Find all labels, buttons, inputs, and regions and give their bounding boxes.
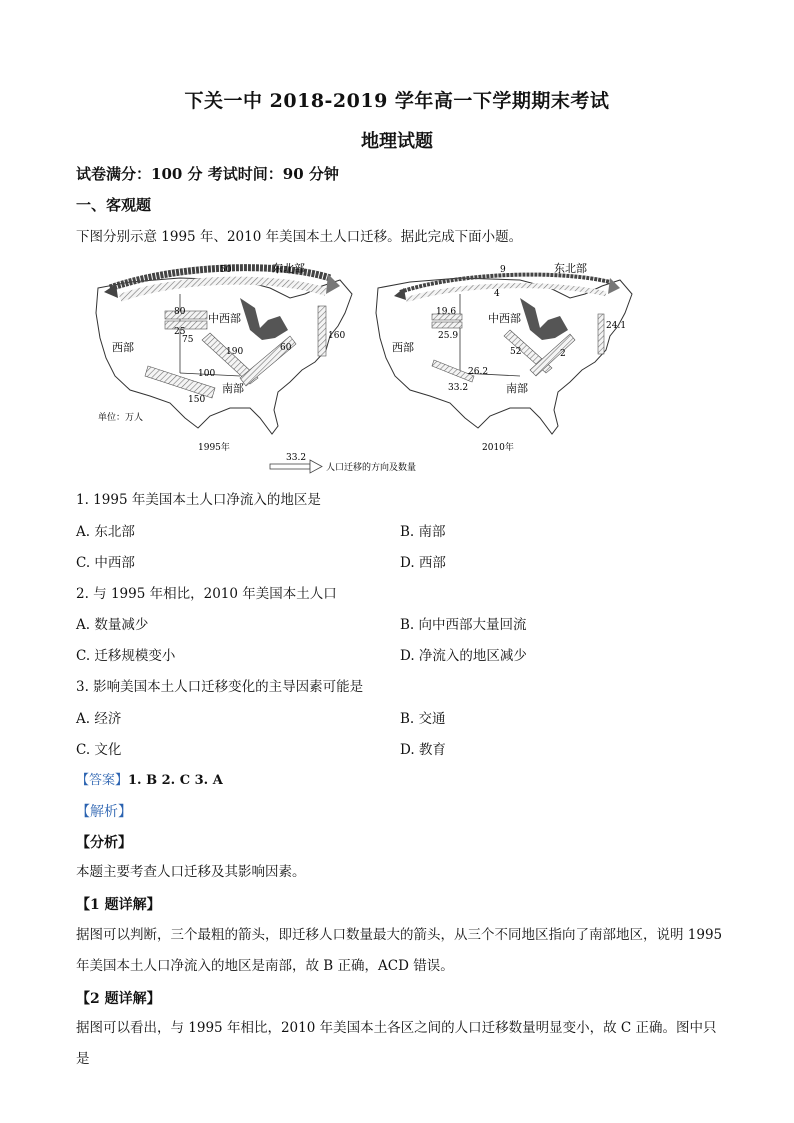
analysis-label: 【解析】 xyxy=(76,804,132,820)
q3-option-d: D. 教育 xyxy=(400,742,446,758)
q2-option-b: B. 向中西部大量回流 xyxy=(400,617,527,633)
answer-label: 【答案】 xyxy=(76,773,129,788)
label-midwest-1995: 中西部 xyxy=(208,312,241,325)
flow-value: 2 xyxy=(560,349,566,359)
question-intro: 下图分别示意 1995 年、2010 年美国本土人口迁移。据此完成下面小题。 xyxy=(76,229,523,245)
legend-label: 人口迁移的方向及数量 xyxy=(326,463,417,473)
flow-value: 25 xyxy=(174,327,186,337)
flow-value: 60 xyxy=(280,343,292,353)
q3-option-c: C. 文化 xyxy=(76,742,122,758)
question-1-stem: 1. 1995 年美国本土人口净流入的地区是 xyxy=(76,492,321,508)
q1-detail-line-1: 据图可以判断，三个最粗的箭头，即迁移人口数量最大的箭头，从三个不同地区指向了南部地区，说明 1995 xyxy=(76,927,723,943)
question-2-stem: 2. 与 1995 年相比，2010 年美国本土人口 xyxy=(76,586,337,602)
label-midwest-2010: 中西部 xyxy=(488,312,521,325)
q2-option-a: A. 数量减少 xyxy=(76,617,149,633)
us-outline-2010 xyxy=(376,278,632,434)
exam-subtitle: 地理试题 xyxy=(361,131,433,152)
label-south-1995: 南部 xyxy=(222,382,244,395)
question-3-stem: 3. 影响美国本土人口迁移变化的主导因素可能是 xyxy=(76,679,364,695)
great-lakes-2010 xyxy=(520,298,568,340)
flow-value: 160 xyxy=(328,331,346,341)
map-year-2010: 2010年 xyxy=(482,443,514,453)
flow-value: 26.2 xyxy=(468,367,489,377)
q1-option-c: C. 中西部 xyxy=(76,555,135,571)
legend-value: 33.2 xyxy=(286,453,307,463)
q2-detail-line-1: 据图可以看出，与 1995 年相比，2010 年美国本土各区之间的人口迁移数量明显变小，故 C 正确。图中只是 xyxy=(76,1020,717,1067)
map-legend xyxy=(270,453,416,473)
q1-detail-label: 【1 题详解】 xyxy=(76,897,161,913)
q1-detail-line-2: 年美国本土人口净流入的地区是南部，故 B 正确，ACD 错误。 xyxy=(76,958,454,974)
flow-value: 25.9 xyxy=(438,331,459,341)
flow-value: 24.1 xyxy=(606,321,627,331)
flow-value: 33.2 xyxy=(448,383,469,393)
flow-value: 150 xyxy=(188,395,206,405)
exam-meta: 试卷满分：100 分 考试时间：90 分钟 xyxy=(76,165,339,183)
flow-value: 100 xyxy=(198,369,216,379)
flow-value: 80 xyxy=(174,307,186,317)
q1-option-b: B. 南部 xyxy=(400,524,446,540)
map-1995 xyxy=(96,262,352,453)
answer-line xyxy=(76,769,223,788)
q2-detail-label: 【2 题详解】 xyxy=(76,991,161,1007)
great-lakes-1995 xyxy=(240,298,288,340)
section-title: 一、客观题 xyxy=(76,196,152,214)
q2-option-c: C. 迁移规模变小 xyxy=(76,648,176,664)
exam-title: 下关一中 2018-2019 学年高一下学期期末考试 xyxy=(184,90,610,112)
flow-value: 9 xyxy=(500,265,506,275)
q1-option-d: D. 西部 xyxy=(400,555,446,571)
q3-option-a: A. 经济 xyxy=(76,711,122,727)
label-east-2010: 东北部 xyxy=(554,262,587,275)
flow-value: 75 xyxy=(182,335,194,345)
flow-value: 50 xyxy=(220,265,232,275)
flow-value: 19.6 xyxy=(436,307,457,317)
fenxi-label: 【分析】 xyxy=(76,835,132,851)
map-year-1995: 1995年 xyxy=(198,443,230,453)
q1-option-a: A. 东北部 xyxy=(76,524,135,540)
fenxi-text: 本题主要考查人口迁移及其影响因素。 xyxy=(76,864,306,880)
label-south-2010: 南部 xyxy=(506,382,528,395)
q3-option-b: B. 交通 xyxy=(400,711,446,727)
label-west-2010: 西部 xyxy=(392,341,414,354)
answer-text: 1. B 2. C 3. A xyxy=(128,773,223,788)
label-west-1995: 西部 xyxy=(112,341,134,354)
migration-maps-figure xyxy=(90,258,650,480)
map-unit: 单位：万人 xyxy=(98,413,144,423)
flow-value: 190 xyxy=(226,347,244,357)
flow-value: 52 xyxy=(510,347,522,357)
map-2010 xyxy=(376,262,632,453)
flow-value: 4 xyxy=(494,289,500,299)
label-east-1995: 东北部 xyxy=(272,262,305,275)
q2-option-d: D. 净流入的地区减少 xyxy=(400,648,527,664)
